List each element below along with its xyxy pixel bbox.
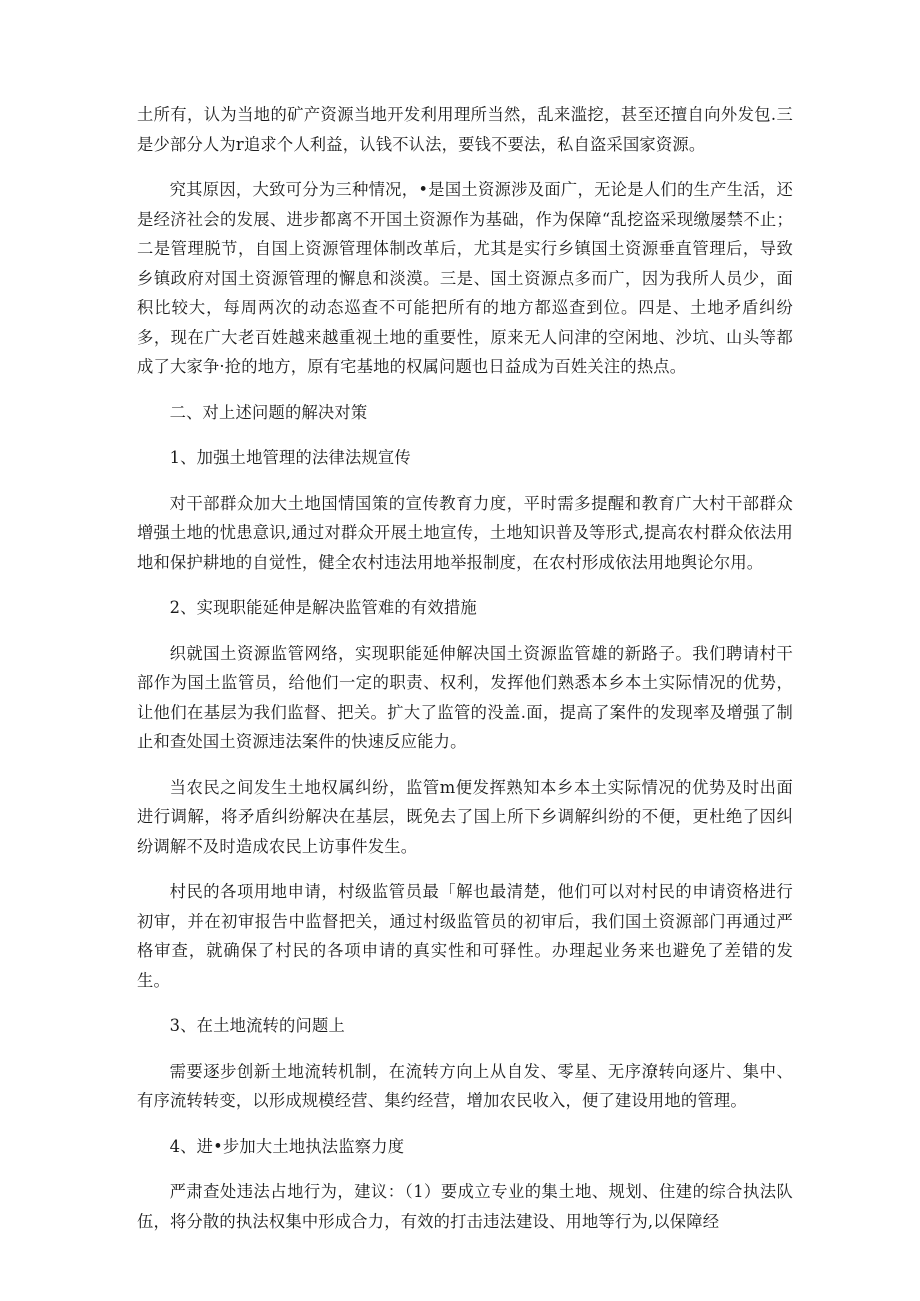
subheading-3: 3、在土地流转的问题上 bbox=[169, 1016, 345, 1035]
subheading-4: 4、进•步加大土地执法监察力度 bbox=[169, 1136, 405, 1156]
paragraph-enforcement: 严肃查处违法占地行为，建议：（1）要成立专业的集土地、规划、住建的综合执法队伍，将分散的执法权集中形成合力，有效的打击违法建设、用地等行为,以保障经 bbox=[137, 1182, 793, 1231]
paragraph-intro: 土所有，认为当地的矿产资源当地开发利用理所当然，乱来滥挖，甚至还擅自向外发包.三是少部分人为r追求个人利益，认钱不认法，要钱不要法，私自盗采国家资源。 bbox=[137, 105, 793, 154]
paragraph-applications: 村民的各项用地申请，村级监管员最「解也最清楚，他们可以对村民的申请资格进行初审，并在初审报告中监督把关，通过村级监管员的初审后，我们国土资源部门再通过严格审查，就确保了村民的各项申请的真实性和可驿性。办理起业务来也避免了差错的发生。 bbox=[137, 882, 793, 990]
paragraph-causes: 究其原因，大致可分为三种情况，•是国土资源涉及面广，无论是人们的生产生活，还是经济社会的发展、进步都离不开国土资源作为基础，作为保障“乱挖盗采现缴屡禁不止；二是管理脱节，自国上资源管理体制改革后，尤其是实行乡镇国土资源垂直管理后，导致乡镇政府对国土资源管理的懈息和淡漠。三是、国土资源点多而广，因为我所人员少，面积比较大，每周两次的动态巡查不可能把所有的地方都巡查到位。四是、土地矛盾纠纷多，现在广大老百姓越来越重视土地的重要性，原来无人问津的空闲地、沙坑、山头等都成了大家争·抢的地方，原有宅基地的权属问题也日益成为百姓关注的热点。 bbox=[137, 180, 793, 376]
paragraph-disputes: 当农民之间发生土地权属纠纷，监管m便发挥熟知本乡本土实际情况的优势及时出面进行调解，将矛盾纠纷解决在基层，既免去了国上所下乡调解纠纷的不便，更杜绝了因纠纷调解不及时造成农民上访事件发生。 bbox=[137, 777, 793, 856]
document-page bbox=[137, 100, 793, 1252]
paragraph-network: 织就国土资源监管网络，实现职能延伸解决国土资源监管雄的新路子。我们聘请村干部作为国土监管员，给他们一定的职责、权利，发挥他们熟悉本乡本土实际情况的优势，让他们在基层为我们监督、把关。扩大了监管的没盖.面，提高了案件的发现率及增强了制止和查处国土资源违法案件的快速反应能力。 bbox=[137, 643, 793, 751]
subheading-1: 1、加强土地管理的法律法规宣传 bbox=[169, 448, 411, 467]
section-heading-solutions: 二、对上述问题的解决对策 bbox=[169, 402, 368, 422]
paragraph-publicity: 对干部群众加大土地国情国策的宣传教育力度，平时需多提醒和教育广大村干部群众增强土地的忧患意识,通过对群众开展土地宣传，土地知识普及等形式,提高农村群众依法用地和保护耕地的自觉性，健全农村违法用地举报制度，在农村形成依法用地舆论尔用。 bbox=[137, 493, 793, 572]
subheading-2: 2、实现职能延伸是解决监管难的有效措施 bbox=[169, 598, 477, 617]
paragraph-transfer: 需要逐步创新土地流转机制，在流转方向上从自发、零星、无序潦转向逐片、集中、有序流转转变，以形成规模经营、集约经营，增加农民收入，便了建设用地的管理。 bbox=[137, 1061, 793, 1110]
